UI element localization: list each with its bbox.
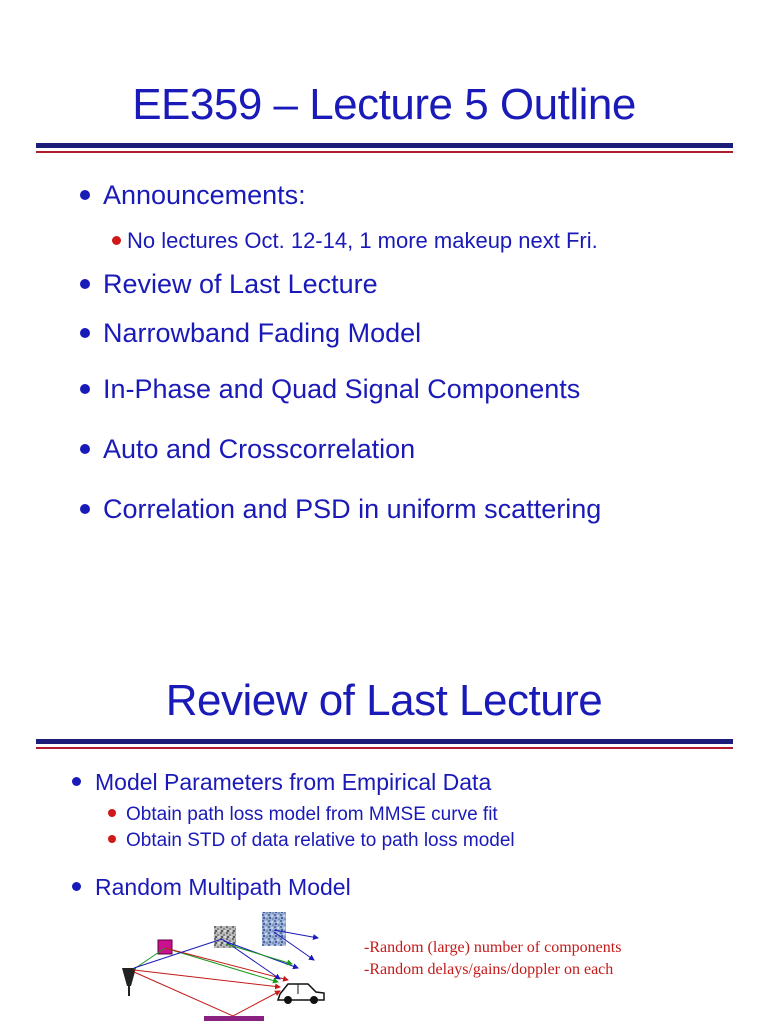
- bullet-item: In-Phase and Quad Signal Components: [80, 374, 580, 405]
- bullet-item: Auto and Crosscorrelation: [80, 434, 415, 465]
- car-icon: [278, 984, 324, 1004]
- bullet-item: Narrowband Fading Model: [80, 318, 421, 349]
- title-rule: [36, 739, 733, 749]
- bullet-item: Review of Last Lecture: [80, 269, 378, 300]
- bullet-dot-icon: [72, 882, 81, 891]
- bullet-item: Correlation and PSD in uniform scattering: [80, 494, 601, 525]
- sub-bullet-item: No lectures Oct. 12-14, 1 more makeup next Fri.: [112, 228, 598, 254]
- bullet-item: Announcements:: [80, 180, 306, 211]
- sub-bullet-dot-icon: [108, 835, 116, 843]
- diagram-note: -Random delays/gains/doppler on each: [364, 961, 614, 978]
- multipath-diagram: [118, 908, 338, 1024]
- bullet-item: Model Parameters from Empirical Data: [72, 769, 491, 796]
- antenna-icon: [122, 968, 136, 996]
- bullet-dot-icon: [72, 777, 81, 786]
- sub-bullet-item: Obtain path loss model from MMSE curve fit: [108, 804, 498, 826]
- diagram-note: -Random (large) number of components: [364, 939, 622, 956]
- scatterer-blue-block: [262, 912, 286, 946]
- sub-bullet-dot-icon: [108, 809, 116, 817]
- slide-title: Review of Last Lecture: [165, 676, 603, 725]
- bullet-item: Random Multipath Model: [72, 874, 351, 901]
- slide-title: EE359 – Lecture 5 Outline: [132, 80, 636, 129]
- sub-bullet-item: Obtain STD of data relative to path loss model: [108, 830, 515, 852]
- ground-reflector: [204, 1016, 264, 1021]
